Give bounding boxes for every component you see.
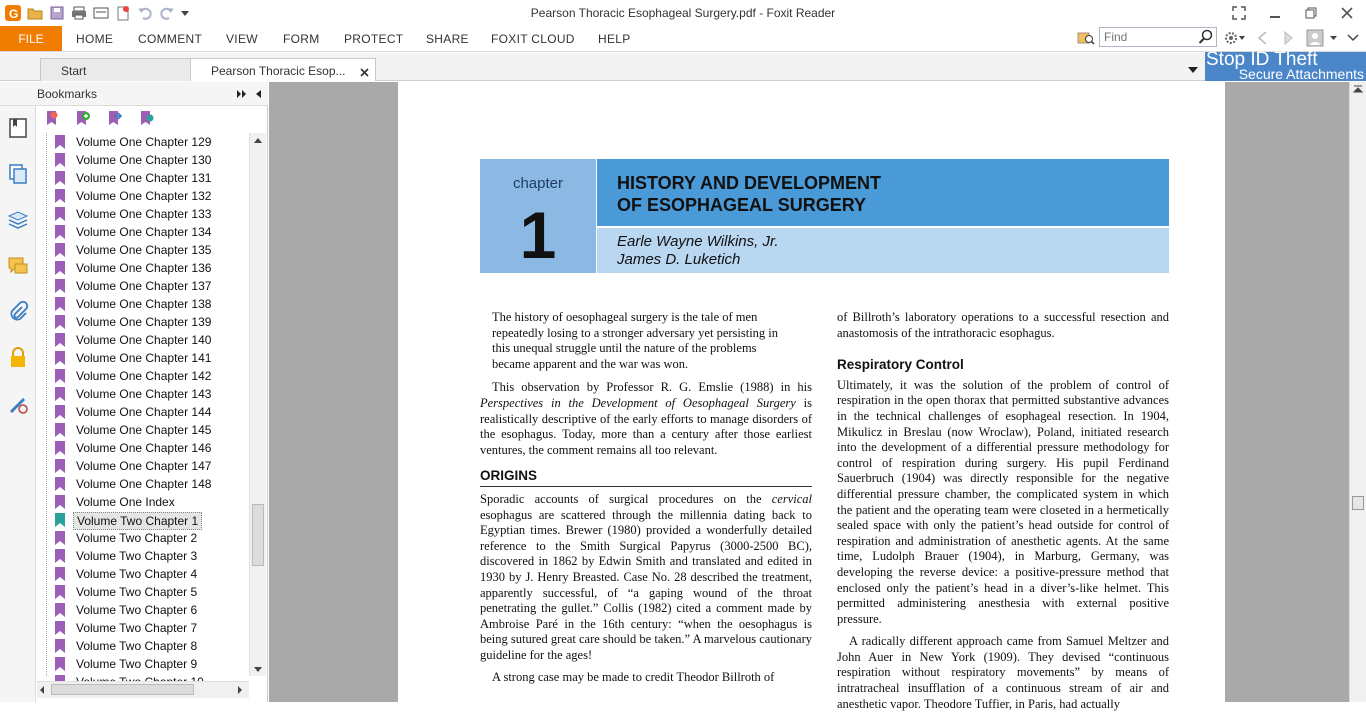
- minimize-button[interactable]: [1262, 3, 1288, 23]
- bookmark-icon: [55, 171, 65, 185]
- paragraph-billroth: A strong case may be made to credit Theodor Billroth of: [492, 670, 775, 685]
- find-input[interactable]: [1100, 28, 1196, 46]
- navigation-panel: [0, 82, 268, 702]
- bookmark-icon: [55, 315, 65, 329]
- bookmark-icon: [55, 225, 65, 239]
- tab-form[interactable]: FORM: [283, 32, 320, 46]
- tab-share[interactable]: SHARE: [426, 32, 469, 46]
- bookmark-icon: [55, 657, 65, 671]
- bookmark-label: Volume One Chapter 129: [76, 135, 212, 149]
- bookmark-label: Volume One Chapter 143: [76, 387, 212, 401]
- bookmark-icon: [55, 423, 65, 437]
- bookmark-label: Volume Two Chapter 5: [76, 585, 198, 599]
- bookmark-label: Volume Two Chapter 4: [76, 567, 198, 581]
- bookmark-icon: [55, 513, 65, 527]
- author-2: James D. Luketich: [617, 251, 741, 268]
- bookmark-label: Volume One Index: [76, 495, 175, 509]
- title-bar: [0, 0, 1366, 26]
- bookmark-item[interactable]: [37, 565, 249, 583]
- bookmark-item[interactable]: [37, 259, 249, 277]
- bookmark-item[interactable]: [37, 385, 249, 403]
- bookmark-item[interactable]: [37, 511, 249, 529]
- left-column: [480, 310, 812, 693]
- bookmark-icon: [55, 333, 65, 347]
- lede-quote: The history of oesophageal surgery is the tale of men repeatedly losing to a stronger adversary yet persisting in this unequal struggle until the nature of the problems became apparent and the war was won.: [492, 310, 779, 371]
- bookmark-label: Volume One Chapter 135: [76, 243, 212, 257]
- paragraph-billroth-cont: of Billroth’s laboratory operations to a successful resection and anastomosis of the intrathoracic esophagus.: [837, 310, 1169, 340]
- bookmark-label: Volume One Chapter 134: [76, 225, 212, 239]
- bookmark-scroll-thumb[interactable]: [252, 504, 264, 566]
- find-box: [1099, 27, 1217, 47]
- bookmark-icon: [55, 387, 65, 401]
- bookmark-item[interactable]: [37, 151, 249, 169]
- advertisement-banner[interactable]: [1205, 49, 1366, 82]
- bookmark-icon: [55, 531, 65, 545]
- tab-foxit-cloud[interactable]: FOXIT CLOUD: [491, 32, 575, 46]
- bookmark-label: Volume One Chapter 132: [76, 189, 212, 203]
- authors-box: [597, 228, 1169, 273]
- panel-sidebar: [0, 106, 36, 702]
- bookmark-item[interactable]: [37, 295, 249, 313]
- tab-protect[interactable]: PROTECT: [344, 32, 404, 46]
- bookmark-icon: [55, 567, 65, 581]
- bookmark-label: Volume One Chapter 140: [76, 333, 212, 347]
- heading-origins: ORIGINS: [480, 468, 812, 487]
- bookmark-item[interactable]: [37, 493, 249, 511]
- bookmark-label: Volume Two Chapter 9: [76, 657, 198, 671]
- tab-start-label: Start: [61, 64, 87, 78]
- bookmark-icon: [55, 189, 65, 203]
- document-scroll-thumb[interactable]: [1352, 496, 1364, 510]
- next-view-icon[interactable]: [1283, 31, 1295, 48]
- window-title: Pearson Thoracic Esophageal Surgery.pdf - Foxit Reader: [530, 6, 836, 20]
- bookmark-item[interactable]: [37, 637, 249, 655]
- chapter-number-box: [480, 159, 596, 273]
- settings-gear-icon[interactable]: [1224, 30, 1246, 49]
- bookmark-label: Volume One Chapter 139: [76, 315, 212, 329]
- bookmark-icon: [55, 459, 65, 473]
- bookmark-label: Volume One Chapter 142: [76, 369, 212, 383]
- bookmark-label: Volume Two Chapter 2: [76, 531, 198, 545]
- right-column: [837, 310, 1169, 719]
- bookmark-item[interactable]: [37, 313, 249, 331]
- bookmark-item[interactable]: [37, 187, 249, 205]
- bookmark-label: Volume One Chapter 147: [76, 459, 212, 473]
- find-bookmark-icon[interactable]: [139, 110, 155, 130]
- bookmark-label: Volume One Chapter 146: [76, 441, 212, 455]
- ad-subline: Secure Attachments: [1238, 66, 1364, 82]
- bookmark-label: Volume One Chapter 137: [76, 279, 212, 293]
- bookmark-vertical-scrollbar[interactable]: [249, 133, 266, 676]
- chapter-number: 1: [519, 198, 557, 272]
- bookmark-icon: [55, 153, 65, 167]
- layers-panel-icon[interactable]: [6, 208, 30, 232]
- attachments-panel-icon[interactable]: [6, 300, 30, 324]
- bookmark-item[interactable]: [37, 655, 249, 673]
- bookmark-icon: [55, 585, 65, 599]
- bookmark-label: Volume Two Chapter 3: [76, 549, 198, 563]
- bookmark-icon: [55, 135, 65, 149]
- bookmark-label: Volume One Chapter 145: [76, 423, 212, 437]
- tab-current-label: Pearson Thoracic Esop...: [211, 64, 346, 78]
- bookmark-icon: [55, 603, 65, 617]
- tab-comment[interactable]: COMMENT: [138, 32, 203, 46]
- bookmark-item[interactable]: [37, 367, 249, 385]
- bookmark-item[interactable]: [37, 439, 249, 457]
- collapse-panel-icon[interactable]: [254, 88, 262, 102]
- bookmark-icon: [55, 243, 65, 257]
- svg-text:G: G: [9, 7, 19, 21]
- bookmark-item[interactable]: [37, 133, 249, 151]
- bookmark-label: Volume One Chapter 133: [76, 207, 212, 221]
- authors: [617, 233, 779, 269]
- bookmark-horizontal-scrollbar[interactable]: [37, 681, 249, 698]
- bookmark-icon: [55, 495, 65, 509]
- tab-home[interactable]: HOME: [76, 32, 114, 46]
- comments-panel-icon[interactable]: [6, 254, 30, 278]
- security-lock-icon[interactable]: [6, 346, 30, 370]
- previous-view-icon[interactable]: [1256, 31, 1268, 48]
- ribbon: [0, 26, 1366, 52]
- close-button[interactable]: [1334, 3, 1360, 23]
- bookmark-label: Volume One Chapter 148: [76, 477, 212, 491]
- tab-view[interactable]: VIEW: [226, 32, 258, 46]
- move-bookmark-icon[interactable]: [107, 110, 123, 130]
- bookmark-icon: [55, 351, 65, 365]
- bookmark-item[interactable]: [37, 475, 249, 493]
- bookmark-item[interactable]: [37, 457, 249, 475]
- close-tab-icon[interactable]: [360, 66, 369, 80]
- file-tab[interactable]: FILE: [0, 26, 62, 51]
- bookmark-label: Volume Two Chapter 8: [76, 639, 198, 653]
- bookmark-item[interactable]: [37, 241, 249, 259]
- document-vertical-scrollbar[interactable]: [1349, 82, 1366, 702]
- heading-respiratory-control: Respiratory Control: [837, 357, 964, 373]
- bookmark-item[interactable]: [37, 619, 249, 637]
- collapse-ribbon-icon[interactable]: [1347, 32, 1359, 46]
- bookmark-item[interactable]: [37, 205, 249, 223]
- bookmark-toolbar: [37, 106, 268, 130]
- document-tab-bar: [0, 53, 1205, 81]
- bookmark-icon: [55, 297, 65, 311]
- add-bookmark-icon[interactable]: [75, 110, 91, 130]
- paragraph-meltzer: A radically different approach came from Samuel Meltzer and John Auer in New York (1909). They devised “continuous respiration without respiratory movements” by means of intratracheal insufflation of a continuous stream of air and anesthetic vapor. Theodore Tuffier, in Paris, had actually: [837, 634, 1169, 711]
- bookmark-item[interactable]: [37, 169, 249, 187]
- bookmark-item[interactable]: [37, 529, 249, 547]
- restore-button[interactable]: [1298, 3, 1324, 23]
- bookmark-label: Volume One Chapter 131: [76, 171, 212, 185]
- pdf-page: [398, 82, 1225, 711]
- tab-list-dropdown-icon[interactable]: [1188, 63, 1198, 77]
- bookmarks-title: Bookmarks: [37, 87, 98, 101]
- paragraph-emslie: This observation by Professor R. G. Emslie (1988) in his Perspectives in the Development of Oesophageal Surgery is realistically descriptive of the early efforts to manage disorders of the esophagus. Today, more than a century after those earliest ventures, the comment remains all too relevant.: [480, 380, 812, 457]
- bookmark-hscroll-thumb[interactable]: [51, 684, 194, 695]
- bookmark-icon: [55, 369, 65, 383]
- bookmark-icon: [55, 639, 65, 653]
- chapter-title-box: [597, 159, 1169, 226]
- fullscreen-icon[interactable]: [1226, 3, 1252, 23]
- delete-bookmark-icon[interactable]: [45, 110, 59, 130]
- bookmark-item[interactable]: [37, 331, 249, 349]
- window-controls: [1226, 3, 1360, 23]
- bookmark-label: Volume One Chapter 141: [76, 351, 212, 365]
- bookmark-icon: [55, 261, 65, 275]
- tab-help[interactable]: HELP: [598, 32, 631, 46]
- bookmark-label: Volume One Chapter 130: [76, 153, 212, 167]
- bookmark-icon: [55, 621, 65, 635]
- expand-panel-icon[interactable]: [236, 88, 248, 102]
- user-avatar-icon[interactable]: [1306, 29, 1338, 50]
- bookmark-icon: [55, 405, 65, 419]
- chapter-title-line1: HISTORY AND DEVELOPMENT: [617, 173, 882, 193]
- bookmark-item[interactable]: [37, 223, 249, 241]
- bookmark-icon: [55, 477, 65, 491]
- signatures-panel-icon[interactable]: [6, 392, 30, 416]
- pages-panel-icon[interactable]: [6, 162, 30, 186]
- bookmark-item[interactable]: [37, 547, 249, 565]
- bookmark-icon: [55, 207, 65, 221]
- document-viewport[interactable]: [269, 82, 1349, 711]
- bookmark-item[interactable]: [37, 583, 249, 601]
- search-icon[interactable]: [1198, 29, 1214, 48]
- chapter-title: [617, 172, 881, 216]
- bookmark-label: Volume Two Chapter 7: [76, 621, 198, 635]
- bookmark-label: Volume One Chapter 136: [76, 261, 212, 275]
- ad-headline: Stop ID Theft: [1206, 49, 1318, 70]
- bookmark-item[interactable]: [37, 349, 249, 367]
- bookmark-item[interactable]: [37, 421, 249, 439]
- search-options-icon[interactable]: [1077, 30, 1095, 49]
- bookmark-label: Volume Two Chapter 1: [73, 512, 202, 530]
- bookmark-item[interactable]: [37, 277, 249, 295]
- author-1: Earle Wayne Wilkins, Jr.: [617, 233, 779, 250]
- bookmark-label: Volume One Chapter 144: [76, 405, 212, 419]
- bookmark-item[interactable]: [37, 601, 249, 619]
- bookmarks-header: [0, 82, 268, 106]
- bookmark-item[interactable]: [37, 403, 249, 421]
- paragraph-respiration: Ultimately, it was the solution of the problem of control of respiration in the open thorax that permitted substantive advances in the technical challenges of esophageal resection. In 1904, Mikulicz in Breslau (now Wroclaw), Poland, initiated research into the development of a differential pressure methodology for control of respiration during surgery. His pupil Ferdinand Sauerbruch (1904) was directly responsible for the negative differential pressure chamber, the complicated system in which the patient and the operating team were closeted in a hermetically sealed space with only the patient’s head outside for control of respiration and administration of anesthetic agents. At the same time, Ludolph Brauer (1904), in Marburg, Germany, was developing the reverse device: a positive-pressure method that enclosed only the patient’s head in a diver’s-like helmet. This permitted administering anesthesia with external positive pressure.: [837, 377, 1169, 626]
- paragraph-origins: Sporadic accounts of surgical procedures on the cervical esophagus are scattered through the millennia dating back to Egyptian times. Brewer (1980) provided a wonderfully detailed reference to the Smith Surgical Papyrus (3000-2500 BC), discovered in 1862 by Edwin Smith and translated and edited in 1930 by J. Henry Breasted. Case No. 28 described the treatment, apparently successful, of “a gaping wound of the throat penetrating the gullet.” Collis (1982) cited a comment made by Ambroise Paré in the 16th century: “when the oesophagus is being sutured great care should be taken.” A marvelous cautionary guideline for the ages!: [480, 491, 812, 662]
- tab-start[interactable]: [40, 58, 192, 81]
- bookmark-icon: [55, 549, 65, 563]
- tab-current-document[interactable]: [190, 58, 376, 81]
- bookmark-icon: [55, 279, 65, 293]
- chapter-title-line2: OF ESOPHAGEAL SURGERY: [617, 195, 867, 215]
- bookmarks-panel-icon[interactable]: [6, 116, 30, 140]
- bookmark-icon: [55, 441, 65, 455]
- chapter-word: chapter: [512, 175, 564, 192]
- bookmark-list: [37, 133, 249, 676]
- bookmark-label: Volume One Chapter 138: [76, 297, 212, 311]
- bookmark-label: Volume Two Chapter 6: [76, 603, 198, 617]
